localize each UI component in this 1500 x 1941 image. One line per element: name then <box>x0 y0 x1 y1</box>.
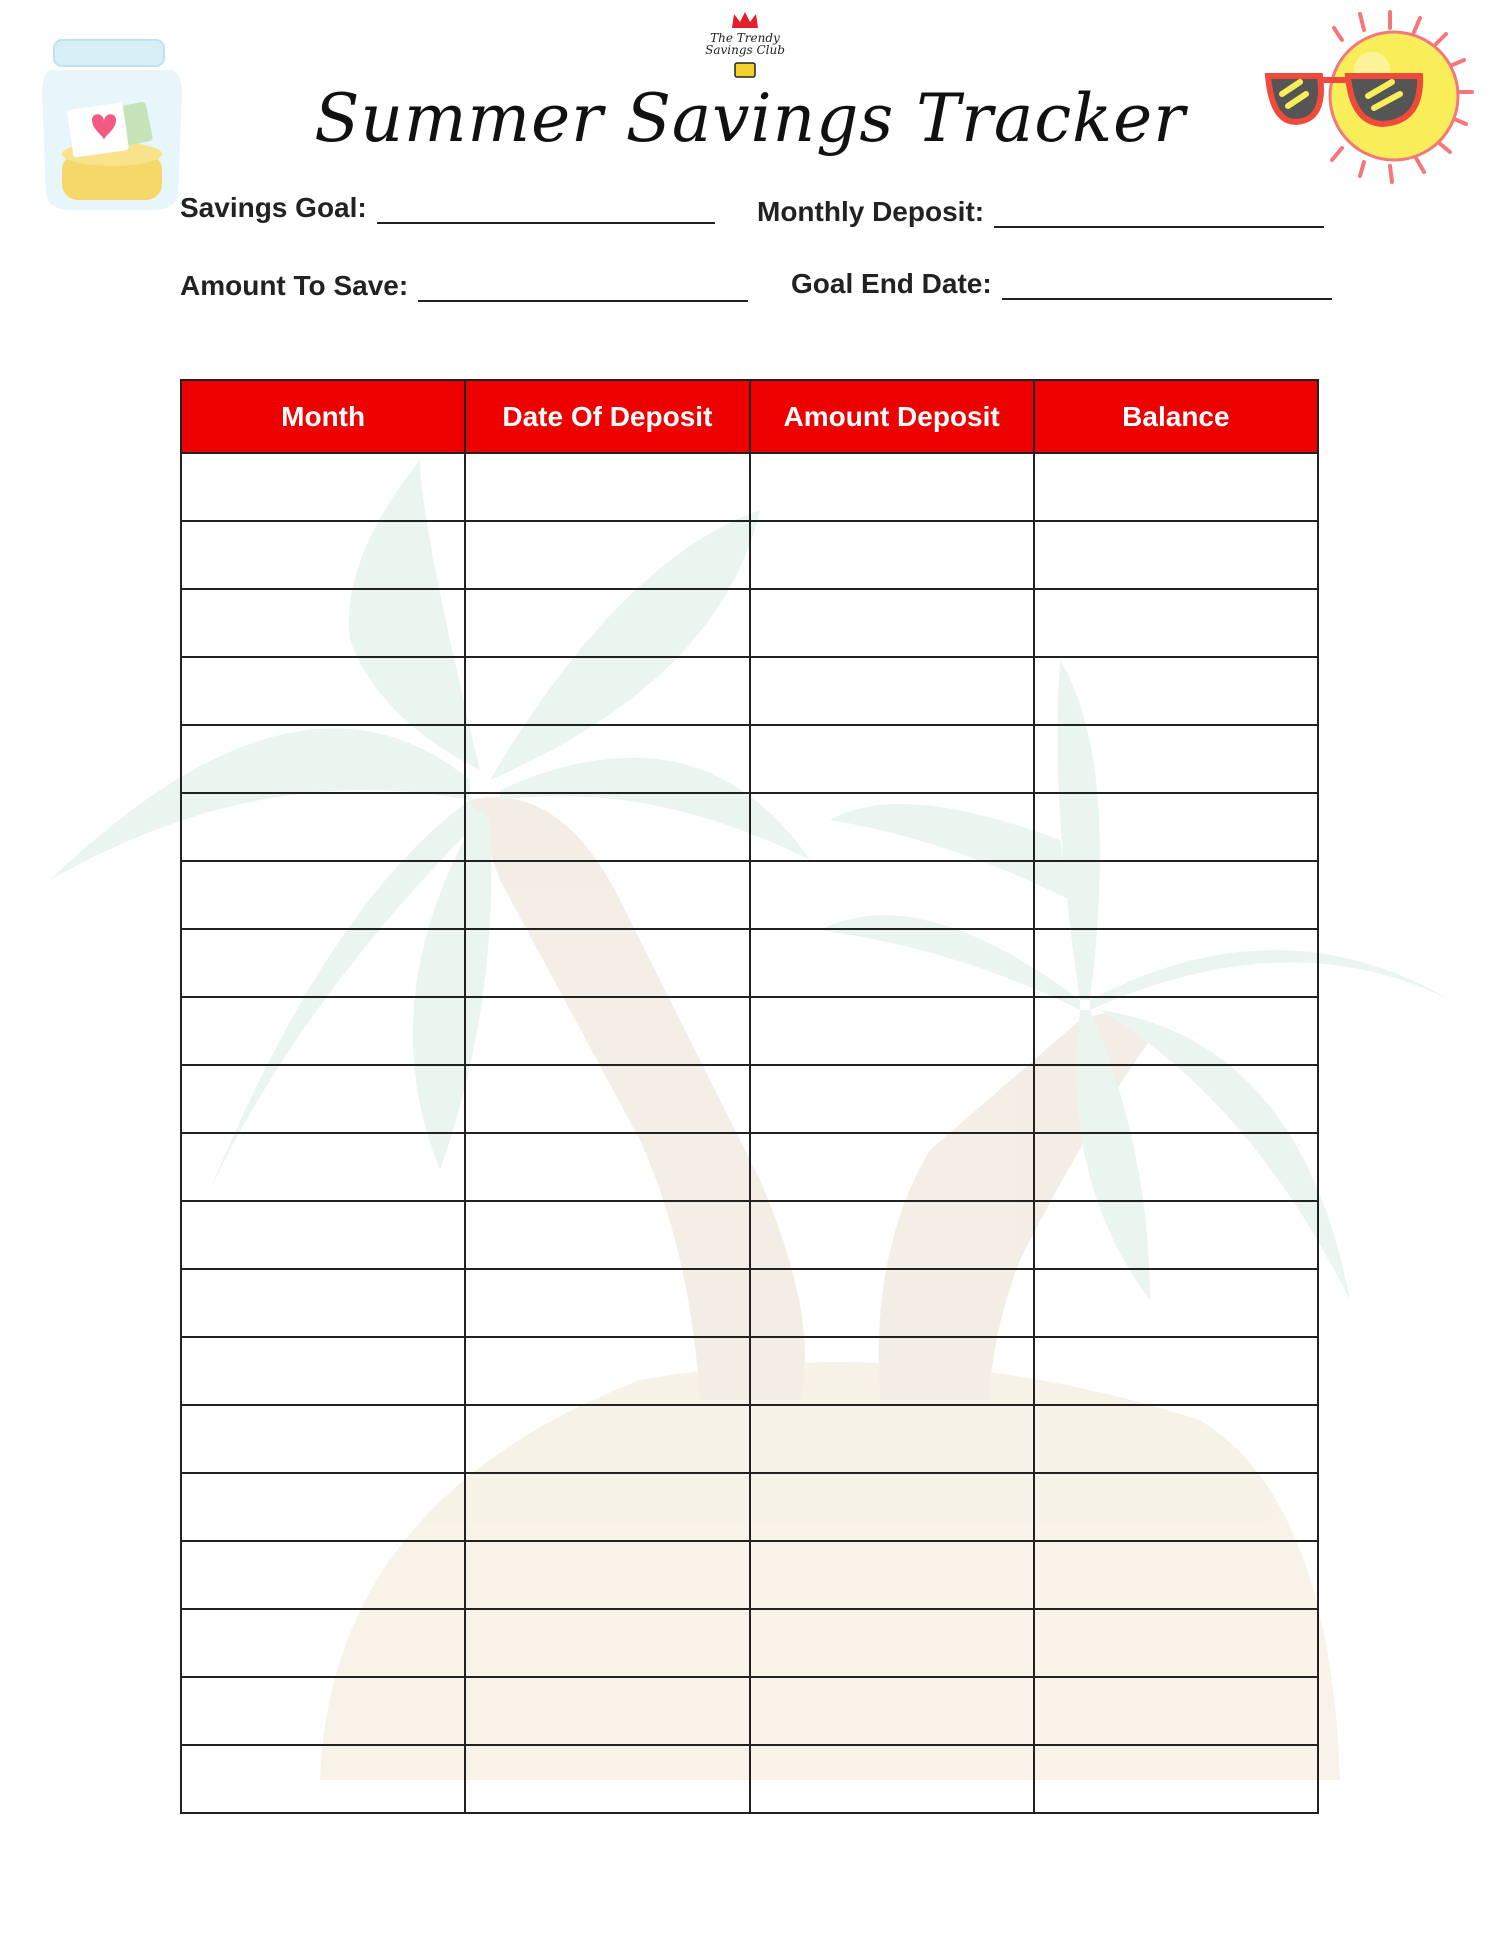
cell-amount-deposit[interactable] <box>750 929 1034 997</box>
goal-end-date-field <box>791 268 1332 300</box>
cell-balance[interactable] <box>1034 725 1318 793</box>
table-row <box>181 521 1318 589</box>
table-row <box>181 657 1318 725</box>
cell-balance[interactable] <box>1034 657 1318 725</box>
wallet-icon <box>734 62 756 78</box>
table-row <box>181 1745 1318 1813</box>
cell-date-of-deposit[interactable] <box>465 997 749 1065</box>
cell-month[interactable] <box>181 589 465 657</box>
cell-date-of-deposit[interactable] <box>465 929 749 997</box>
cell-amount-deposit[interactable] <box>750 861 1034 929</box>
cell-date-of-deposit[interactable] <box>465 1269 749 1337</box>
cell-month[interactable] <box>181 1201 465 1269</box>
cell-balance[interactable] <box>1034 793 1318 861</box>
monthly-deposit-blank-line[interactable] <box>994 198 1324 228</box>
cell-date-of-deposit[interactable] <box>465 1473 749 1541</box>
cell-balance[interactable] <box>1034 1337 1318 1405</box>
cell-month[interactable] <box>181 1269 465 1337</box>
goal-end-date-blank-line[interactable] <box>1002 270 1332 300</box>
table-row <box>181 793 1318 861</box>
table-row <box>181 589 1318 657</box>
amount-to-save-blank-line[interactable] <box>418 272 748 302</box>
cell-balance[interactable] <box>1034 1065 1318 1133</box>
table-body <box>181 453 1318 1813</box>
goal-end-date-label: Goal End Date: <box>791 268 992 299</box>
cell-balance[interactable] <box>1034 1201 1318 1269</box>
cell-amount-deposit[interactable] <box>750 1405 1034 1473</box>
cell-balance[interactable] <box>1034 929 1318 997</box>
cell-date-of-deposit[interactable] <box>465 1745 749 1813</box>
cell-month[interactable] <box>181 1337 465 1405</box>
page-title: Summer Savings Tracker <box>314 80 1186 157</box>
cell-date-of-deposit[interactable] <box>465 1677 749 1745</box>
table-row <box>181 1269 1318 1337</box>
cell-amount-deposit[interactable] <box>750 997 1034 1065</box>
cell-amount-deposit[interactable] <box>750 1133 1034 1201</box>
cell-date-of-deposit[interactable] <box>465 1065 749 1133</box>
cell-month[interactable] <box>181 1405 465 1473</box>
crown-icon <box>730 10 760 30</box>
cell-balance[interactable] <box>1034 1405 1318 1473</box>
cell-date-of-deposit[interactable] <box>465 1201 749 1269</box>
brand-logo <box>700 10 790 82</box>
cell-month[interactable] <box>181 521 465 589</box>
amount-to-save-field <box>180 270 748 302</box>
column-header-amount-deposit: Amount Deposit <box>750 380 1034 453</box>
cell-amount-deposit[interactable] <box>750 1065 1034 1133</box>
cell-month[interactable] <box>181 793 465 861</box>
table-row <box>181 1133 1318 1201</box>
column-header-date-of-deposit: Date Of Deposit <box>465 380 749 453</box>
cell-month[interactable] <box>181 929 465 997</box>
cell-month[interactable] <box>181 657 465 725</box>
cell-date-of-deposit[interactable] <box>465 725 749 793</box>
cell-date-of-deposit[interactable] <box>465 589 749 657</box>
cell-balance[interactable] <box>1034 521 1318 589</box>
savings-tracker-table <box>180 379 1319 1814</box>
table-row <box>181 1609 1318 1677</box>
cell-date-of-deposit[interactable] <box>465 1541 749 1609</box>
table-row <box>181 1201 1318 1269</box>
cell-month[interactable] <box>181 1745 465 1813</box>
cell-amount-deposit[interactable] <box>750 453 1034 521</box>
table-row <box>181 1065 1318 1133</box>
cell-amount-deposit[interactable] <box>750 725 1034 793</box>
cell-month[interactable] <box>181 1133 465 1201</box>
cell-amount-deposit[interactable] <box>750 1609 1034 1677</box>
cell-date-of-deposit[interactable] <box>465 861 749 929</box>
cell-amount-deposit[interactable] <box>750 1337 1034 1405</box>
cell-month[interactable] <box>181 1677 465 1745</box>
table-row <box>181 1405 1318 1473</box>
table-row <box>181 1541 1318 1609</box>
table-row <box>181 1473 1318 1541</box>
cell-month[interactable] <box>181 725 465 793</box>
table-row <box>181 929 1318 997</box>
cell-balance[interactable] <box>1034 453 1318 521</box>
monthly-deposit-field <box>757 196 1324 228</box>
cell-amount-deposit[interactable] <box>750 1541 1034 1609</box>
cell-balance[interactable] <box>1034 1473 1318 1541</box>
brand-text: The Trendy Savings Club <box>705 31 785 57</box>
cell-date-of-deposit[interactable] <box>465 1133 749 1201</box>
cell-date-of-deposit[interactable] <box>465 1337 749 1405</box>
cell-date-of-deposit[interactable] <box>465 657 749 725</box>
table-row <box>181 861 1318 929</box>
cell-amount-deposit[interactable] <box>750 589 1034 657</box>
cell-month[interactable] <box>181 1609 465 1677</box>
savings-goal-label: Savings Goal: <box>180 192 367 223</box>
table-row <box>181 453 1318 521</box>
cell-date-of-deposit[interactable] <box>465 1405 749 1473</box>
savings-goal-field <box>180 192 715 224</box>
cell-amount-deposit[interactable] <box>750 1745 1034 1813</box>
cell-month[interactable] <box>181 861 465 929</box>
table-row <box>181 1677 1318 1745</box>
table-row <box>181 1337 1318 1405</box>
column-header-balance: Balance <box>1034 380 1318 453</box>
cell-date-of-deposit[interactable] <box>465 1609 749 1677</box>
cell-balance[interactable] <box>1034 589 1318 657</box>
amount-to-save-label: Amount To Save: <box>180 270 409 301</box>
cell-balance[interactable] <box>1034 1133 1318 1201</box>
cell-balance[interactable] <box>1034 861 1318 929</box>
cell-month[interactable] <box>181 1541 465 1609</box>
cell-balance[interactable] <box>1034 1677 1318 1745</box>
cell-amount-deposit[interactable] <box>750 1201 1034 1269</box>
table-row <box>181 725 1318 793</box>
cell-balance[interactable] <box>1034 1609 1318 1677</box>
cell-date-of-deposit[interactable] <box>465 453 749 521</box>
cell-amount-deposit[interactable] <box>750 1677 1034 1745</box>
cell-month[interactable] <box>181 1473 465 1541</box>
cell-amount-deposit[interactable] <box>750 1269 1034 1337</box>
cell-amount-deposit[interactable] <box>750 1473 1034 1541</box>
savings-goal-blank-line[interactable] <box>377 194 715 224</box>
cell-balance[interactable] <box>1034 997 1318 1065</box>
cell-amount-deposit[interactable] <box>750 521 1034 589</box>
cell-balance[interactable] <box>1034 1541 1318 1609</box>
cell-date-of-deposit[interactable] <box>465 793 749 861</box>
monthly-deposit-label: Monthly Deposit: <box>757 196 985 227</box>
cell-amount-deposit[interactable] <box>750 793 1034 861</box>
table-header-row <box>181 380 1318 453</box>
cell-amount-deposit[interactable] <box>750 657 1034 725</box>
column-header-month: Month <box>181 380 465 453</box>
cell-month[interactable] <box>181 997 465 1065</box>
cell-date-of-deposit[interactable] <box>465 521 749 589</box>
cell-month[interactable] <box>181 453 465 521</box>
cell-balance[interactable] <box>1034 1269 1318 1337</box>
table-row <box>181 997 1318 1065</box>
cell-balance[interactable] <box>1034 1745 1318 1813</box>
cell-month[interactable] <box>181 1065 465 1133</box>
